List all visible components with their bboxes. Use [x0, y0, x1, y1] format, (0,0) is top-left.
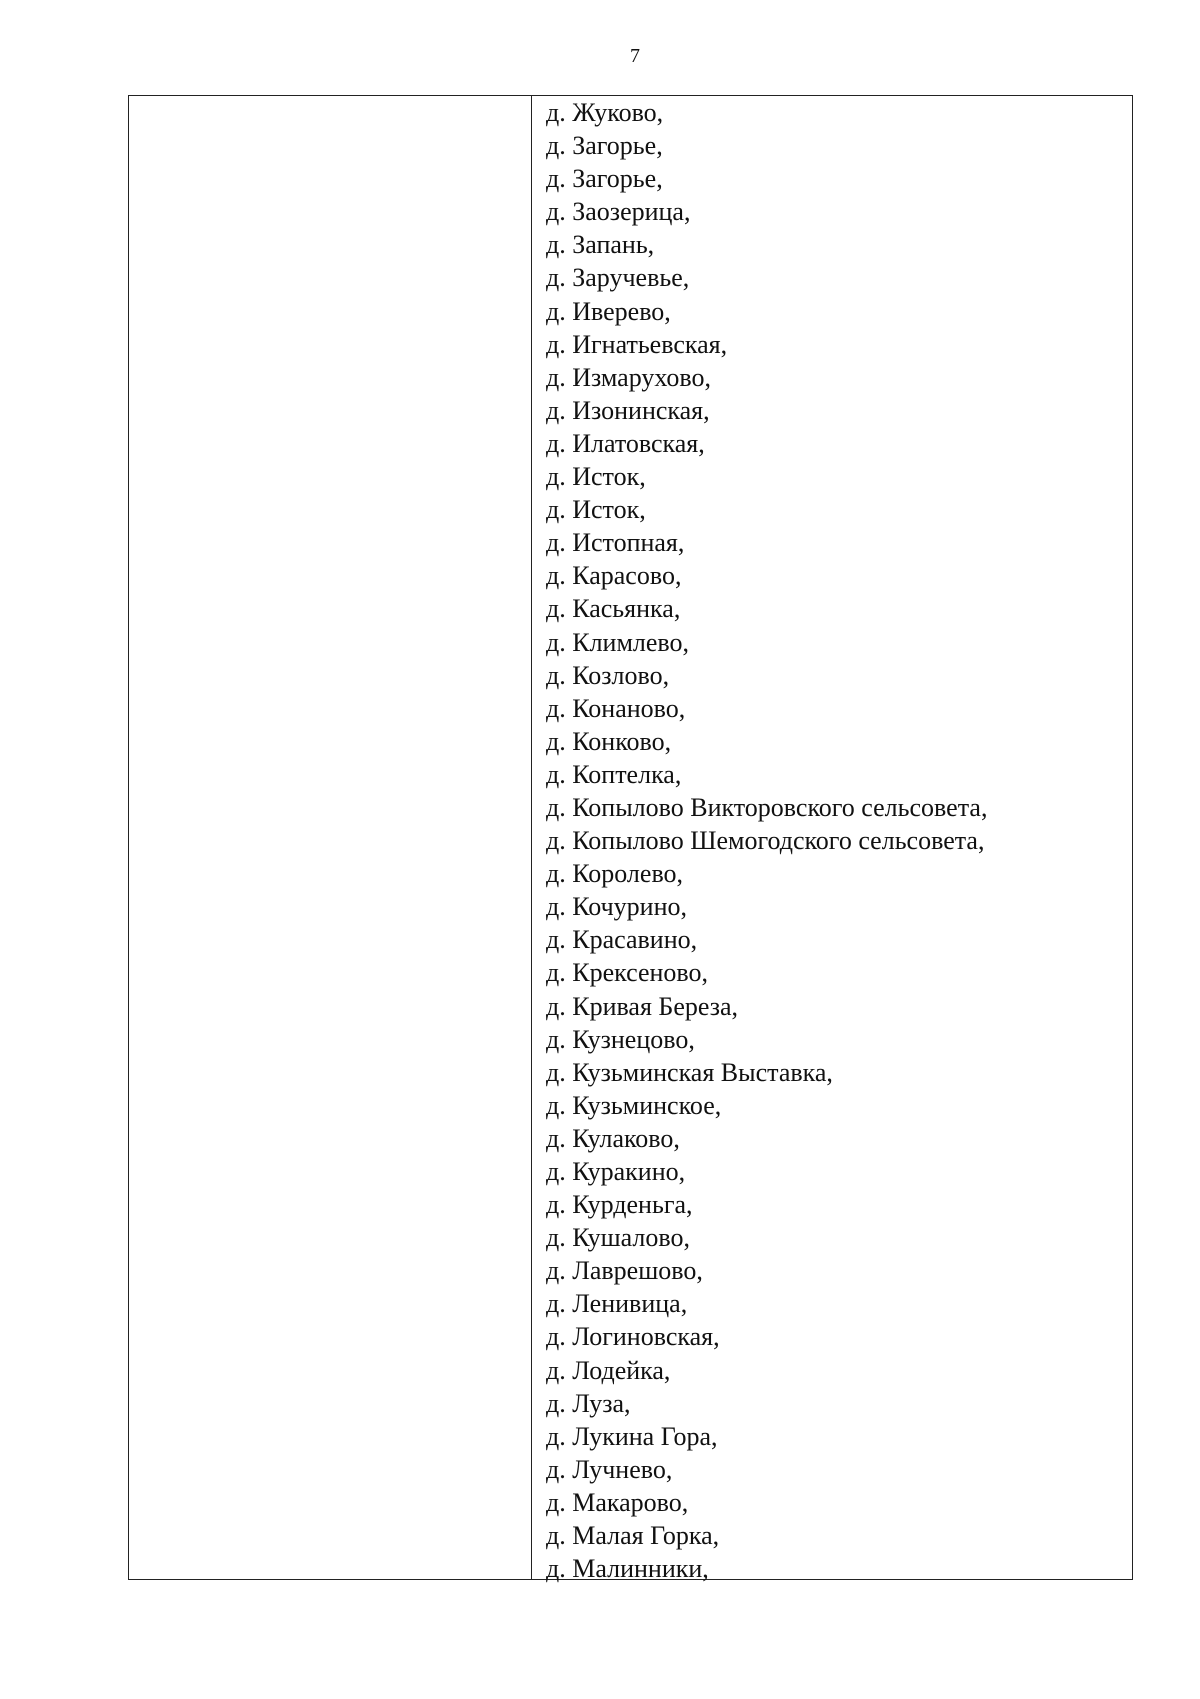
settlement-list-item: д. Луза, [546, 1388, 631, 1418]
settlement-list-item: д. Илатовская, [546, 428, 705, 458]
settlement-list-item: д. Кулаково, [546, 1123, 680, 1153]
settlement-list-item: д. Лучнево, [546, 1454, 673, 1484]
settlement-list-item: д. Исток, [546, 462, 646, 492]
settlement-list-item: д. Копылово Викторовского сельсовета, [546, 792, 988, 822]
settlement-list-item: д. Лукина Гора, [546, 1421, 718, 1451]
settlement-list-item: д. Загорье, [546, 164, 663, 194]
settlement-list-item: д. Истопная, [546, 528, 685, 558]
settlement-list-item: д. Карасово, [546, 561, 682, 591]
settlement-list-item: д. Крексеново, [546, 958, 709, 988]
settlement-list-item: д. Изонинская, [546, 395, 710, 425]
settlement-list-item: д. Красавино, [546, 925, 698, 955]
settlement-list-item: д. Запань, [546, 230, 655, 260]
settlement-list-item: д. Измарухово, [546, 362, 711, 392]
settlement-list-item: д. Игнатьевская, [546, 329, 728, 359]
settlement-list-item: д. Кочурино, [546, 892, 688, 922]
settlement-list-item: д. Кузьминское, [546, 1090, 722, 1120]
settlement-list-item: д. Заручевье, [546, 263, 690, 293]
settlement-list-item: д. Макарово, [546, 1487, 689, 1517]
settlement-list-item: д. Курденьга, [546, 1190, 693, 1220]
settlement-list-item: д. Лаврешово, [546, 1256, 703, 1286]
settlement-list-item: д. Королево, [546, 859, 684, 889]
settlements-table [128, 95, 1133, 1584]
settlement-list-item: д. Заозерица, [546, 197, 691, 227]
settlement-list-item: д. Лодейка, [546, 1355, 671, 1385]
page-number: 7 [630, 45, 640, 67]
settlement-list-item: д. Конково, [546, 726, 672, 756]
settlement-list-item: д. Малая Горка, [546, 1521, 720, 1551]
settlement-list-item: д. Загорье, [546, 131, 663, 161]
settlement-list-item: д. Жуково, [546, 98, 664, 127]
settlement-list-item: д. Касьянка, [546, 594, 681, 624]
settlement-list-item: д. Кушалово, [546, 1223, 690, 1253]
settlement-list-item: д. Иверево, [546, 296, 671, 326]
settlement-list-item: д. Логиновская, [546, 1322, 720, 1352]
table-right-column [532, 96, 1132, 1584]
settlement-list-item: д. Козлово, [546, 660, 670, 690]
settlement-list-item: д. Кузьминская Выставка, [546, 1057, 833, 1087]
settlement-list-item: д. Малинники, [546, 1554, 709, 1584]
settlement-list-item: д. Конаново, [546, 693, 686, 723]
table-left-column [129, 96, 532, 1579]
settlement-list-item: д. Ленивица, [546, 1289, 688, 1319]
settlement-list-item: д. Кривая Береза, [546, 991, 739, 1021]
settlement-list-item: д. Куракино, [546, 1157, 686, 1186]
settlement-list-item: д. Климлево, [546, 627, 690, 657]
settlement-list-item: д. Исток, [546, 495, 646, 525]
settlement-list [532, 96, 1132, 1585]
settlement-list-item: д. Коптелка, [546, 759, 682, 789]
settlement-list-item: д. Копылово Шемогодского сельсовета, [546, 826, 985, 856]
settlement-list-item: д. Кузнецово, [546, 1024, 695, 1054]
